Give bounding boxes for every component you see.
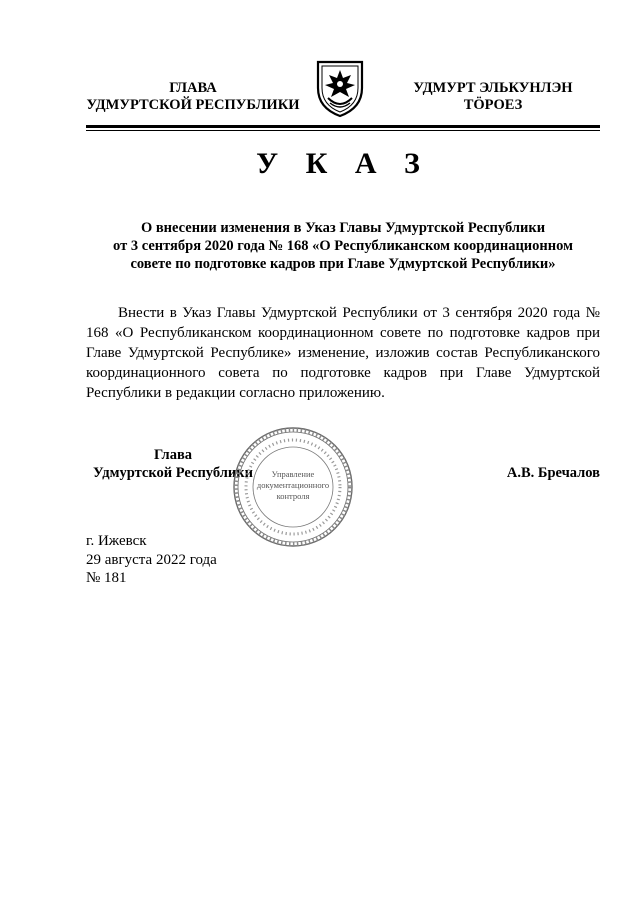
document-city: г. Ижевск <box>86 533 147 549</box>
subject-line-3: совете по подготовке кадров при Главе Удмуртской Республики» <box>130 256 556 272</box>
signature-name: А.В. Бречалов <box>506 465 600 481</box>
signature-position-line1: Глава <box>153 447 193 463</box>
stamp-line-2: документационного <box>256 480 330 490</box>
stamp-line-1: Управление <box>271 469 315 479</box>
header-right <box>398 80 588 114</box>
subject-line-1: О внесении изменения в Указ Главы Удмуртской Республики <box>140 220 546 236</box>
document-number: № 181 <box>86 570 127 586</box>
stamp-line-3: контроля <box>276 491 310 501</box>
signature-position-line2: Удмуртской Республики <box>93 465 253 481</box>
document-place-date <box>86 532 346 588</box>
header-left-line2: УДМУРТСКОЙ РЕСПУБЛИКИ <box>86 97 300 113</box>
header-right-line1: УДМУРТ ЭЛЬКУНЛЭН <box>413 80 573 96</box>
coat-of-arms-icon <box>312 58 368 118</box>
header-rule-thin <box>86 130 600 131</box>
document-subject <box>96 219 590 273</box>
document-title: У К А З <box>256 147 430 180</box>
document-date: 29 августа 2022 года <box>86 551 217 568</box>
header-left <box>78 80 308 114</box>
official-stamp <box>231 425 355 549</box>
subject-line-2: от 3 сентября 2020 года № 168 «О Республиканском координационном <box>113 238 573 254</box>
header-right-line2: ТӦРОЕЗ <box>463 97 523 113</box>
header-left-line1: ГЛАВА <box>169 80 217 96</box>
header-rule-thick <box>86 125 600 128</box>
body-paragraph: Внести в Указ Главы Удмуртской Республики от 3 сентября 2020 года № 168 «О Республиканском координационном совете по подготовке кадров при Главе Удмуртской Республике» изменение, изложив состав Республиканского координационного совета по подготовке кадров при Главе Удмуртской Республики в редакции согласно приложению. <box>86 305 600 401</box>
